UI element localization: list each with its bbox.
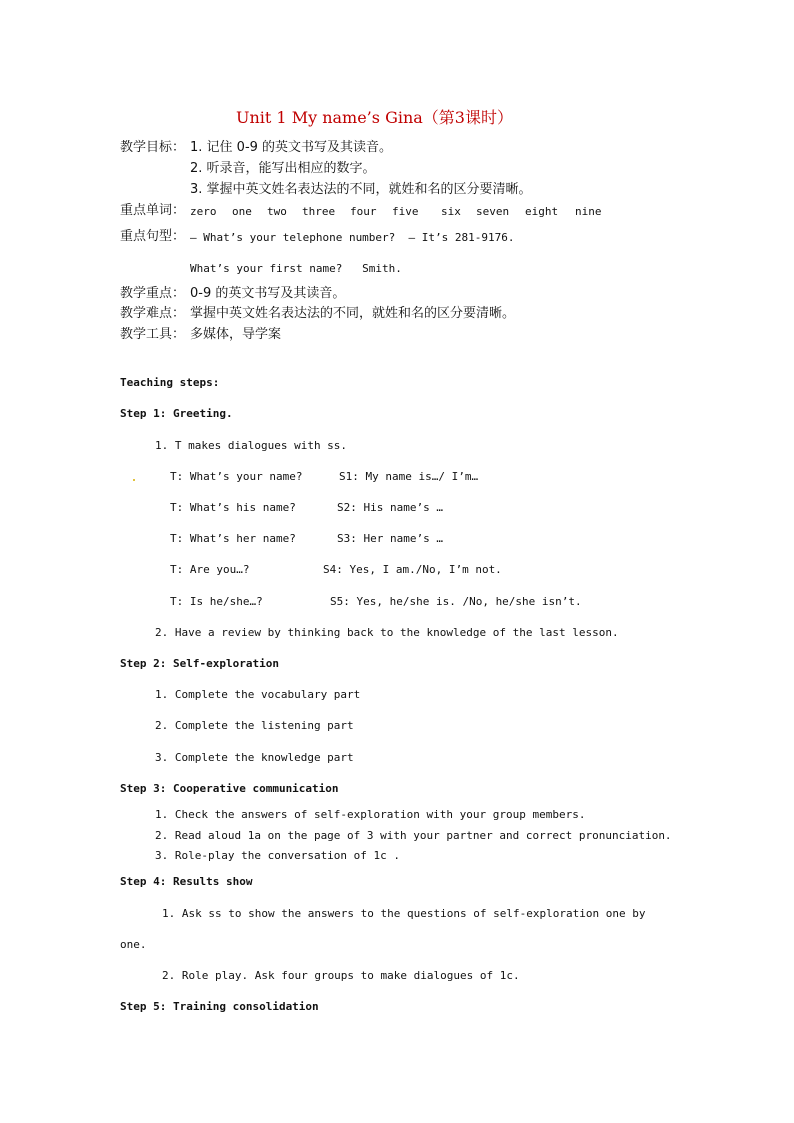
focus-text: 0-9 的英文书写及其读音。 (190, 286, 346, 301)
difficulty-text: 掌握中英文姓名表达法的不同，就姓和名的区分要清晰。 (190, 306, 516, 321)
steps-heading: Teaching steps: (120, 376, 220, 389)
step1-item: 2. Have a review by thinking back to the knowledge of the last lesson. (155, 626, 619, 639)
key-word: zero (190, 205, 217, 218)
key-word: eight (525, 205, 559, 218)
step1-heading: Step 1: Greeting. (120, 407, 233, 420)
key-word: one (232, 205, 252, 218)
step3-item: 3. Role-play the conversation of 1c . (155, 849, 401, 862)
dialogue-teacher-line: T: Is he/she…? (170, 595, 263, 608)
key-word: five (392, 205, 419, 218)
key-word: two (267, 205, 287, 218)
step4-item-continuation: one. (120, 938, 147, 951)
step2-item: 2. Complete the listening part (155, 719, 354, 732)
key-sentence: What’s your first name? Smith. (190, 262, 402, 275)
step2-item: 3. Complete the knowledge part (155, 751, 354, 764)
step4-item: 1. Ask ss to show the answers to the questions of self-exploration one by (162, 907, 646, 920)
objectives-label: 教学目标： (120, 140, 186, 155)
focus-label: 教学重点： (120, 286, 186, 301)
key-word: four (350, 205, 377, 218)
dialogue-teacher-line: T: Are you…? (170, 563, 250, 576)
step5-heading: Step 5: Training consolidation (120, 1000, 319, 1013)
key-sentence: — What’s your telephone number? — It’s 281-9176. (190, 231, 515, 244)
key-words-label: 重点单词： (120, 203, 186, 218)
objective-item: 1. 记住 0-9 的英文书写及其读音。 (190, 140, 393, 155)
step2-item: 1. Complete the vocabulary part (155, 688, 361, 701)
tools-text: 多媒体，导学案 (190, 327, 282, 342)
step4-item: 2. Role play. Ask four groups to make dialogues of 1c. (162, 969, 520, 982)
step2-heading: Step 2: Self-exploration (120, 657, 279, 670)
dialogue-student-line: S4: Yes, I am./No, I’m not. (323, 563, 502, 576)
key-word: seven (476, 205, 510, 218)
dialogue-student-line: S5: Yes, he/she is. /No, he/she isn’t. (330, 595, 582, 608)
dot-mark (133, 479, 135, 481)
objective-item: 3. 掌握中英文姓名表达法的不同，就姓和名的区分要清晰。 (190, 182, 532, 197)
key-word: three (302, 205, 336, 218)
step3-heading: Step 3: Cooperative communication (120, 782, 339, 795)
dialogue-teacher-line: T: What’s his name? (170, 501, 296, 514)
key-sentences-label: 重点句型： (120, 229, 186, 244)
document-title: Unit 1 My name’s Gina（第3课时） (236, 108, 513, 127)
objective-item: 2. 听录音，能写出相应的数字。 (190, 161, 376, 176)
tools-label: 教学工具： (120, 327, 186, 342)
step3-item: 1. Check the answers of self-exploration with your group members. (155, 808, 586, 821)
difficulty-label: 教学难点： (120, 306, 186, 321)
dialogue-teacher-line: T: What’s her name? (170, 532, 296, 545)
dialogue-teacher-line: T: What’s your name? (170, 470, 303, 483)
step3-item: 2. Read aloud 1a on the page of 3 with your partner and correct pronunciation. (155, 829, 672, 842)
key-word: six (441, 205, 461, 218)
key-word: nine (575, 205, 602, 218)
dialogue-student-line: S2: His name’s … (337, 501, 443, 514)
step4-heading: Step 4: Results show (120, 875, 253, 888)
step1-item: 1. T makes dialogues with ss. (155, 439, 348, 452)
dialogue-student-line: S1: My name is…/ I’m… (339, 470, 479, 483)
dialogue-student-line: S3: Her name’s … (337, 532, 443, 545)
